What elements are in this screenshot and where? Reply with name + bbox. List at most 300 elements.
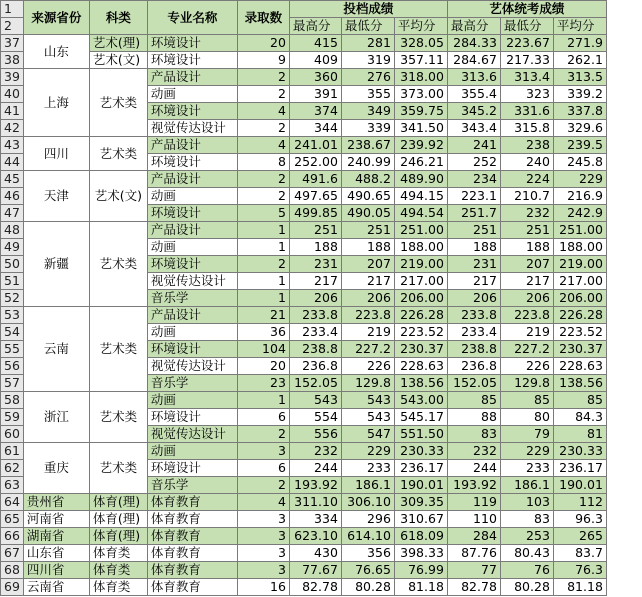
cell-category[interactable]: 艺术类 <box>89 443 147 494</box>
cell-province[interactable]: 四川省 <box>23 562 89 579</box>
cell-yiti-avg[interactable]: 219.00 <box>553 256 606 273</box>
cell-yiti-min[interactable]: 186.1 <box>500 477 553 494</box>
cell-category[interactable]: 体育类 <box>89 562 147 579</box>
cell-yiti-min[interactable]: 226 <box>500 358 553 375</box>
cell-toudang-min[interactable]: 490.65 <box>341 188 394 205</box>
cell-major[interactable]: 环境设计 <box>147 154 237 171</box>
cell-toudang-min[interactable]: 276 <box>341 69 394 86</box>
cell-yiti-avg[interactable]: 228.63 <box>553 358 606 375</box>
cell-admitted[interactable]: 2 <box>237 86 289 103</box>
cell-toudang-avg[interactable]: 251.00 <box>394 222 447 239</box>
cell-yiti-max[interactable]: 82.78 <box>447 579 500 596</box>
cell-toudang-max[interactable]: 543 <box>289 392 341 409</box>
row-number[interactable]: 61 <box>1 443 24 460</box>
cell-toudang-max[interactable]: 77.67 <box>289 562 341 579</box>
cell-toudang-max[interactable]: 334 <box>289 511 341 528</box>
cell-yiti-avg[interactable]: 138.56 <box>553 375 606 392</box>
cell-toudang-min[interactable]: 349 <box>341 103 394 120</box>
cell-admitted[interactable]: 1 <box>237 290 289 307</box>
cell-yiti-avg[interactable]: 239.5 <box>553 137 606 154</box>
cell-yiti-avg[interactable]: 245.8 <box>553 154 606 171</box>
cell-yiti-min[interactable]: 233 <box>500 460 553 477</box>
cell-admitted[interactable]: 2 <box>237 477 289 494</box>
cell-province[interactable]: 浙江 <box>23 392 89 443</box>
cell-yiti-avg[interactable]: 112 <box>553 494 606 511</box>
cell-admitted[interactable]: 2 <box>237 69 289 86</box>
cell-toudang-min[interactable]: 488.2 <box>341 171 394 188</box>
cell-province[interactable]: 云南省 <box>23 579 89 596</box>
cell-toudang-avg[interactable]: 357.11 <box>394 52 447 69</box>
row-number[interactable]: 65 <box>1 511 24 528</box>
cell-major[interactable]: 环境设计 <box>147 103 237 120</box>
cell-toudang-max[interactable]: 231 <box>289 256 341 273</box>
cell-toudang-max[interactable]: 217 <box>289 273 341 290</box>
cell-major[interactable]: 产品设计 <box>147 171 237 188</box>
cell-yiti-max[interactable]: 188 <box>447 239 500 256</box>
row-number[interactable]: 46 <box>1 188 24 205</box>
cell-yiti-min[interactable]: 240 <box>500 154 553 171</box>
cell-toudang-min[interactable]: 238.67 <box>341 137 394 154</box>
cell-yiti-min[interactable]: 313.4 <box>500 69 553 86</box>
cell-toudang-min[interactable]: 188 <box>341 239 394 256</box>
cell-yiti-avg[interactable]: 190.01 <box>553 477 606 494</box>
cell-toudang-avg[interactable]: 217.00 <box>394 273 447 290</box>
cell-yiti-max[interactable]: 223.1 <box>447 188 500 205</box>
cell-major[interactable]: 产品设计 <box>147 307 237 324</box>
row-number[interactable]: 41 <box>1 103 24 120</box>
cell-category[interactable]: 艺术类 <box>89 392 147 443</box>
cell-major[interactable]: 动画 <box>147 188 237 205</box>
cell-toudang-max[interactable]: 497.65 <box>289 188 341 205</box>
cell-province[interactable]: 新疆 <box>23 222 89 307</box>
cell-toudang-avg[interactable]: 494.54 <box>394 205 447 222</box>
cell-toudang-avg[interactable]: 309.35 <box>394 494 447 511</box>
header-category[interactable]: 科类 <box>89 1 147 35</box>
cell-yiti-max[interactable]: 313.6 <box>447 69 500 86</box>
cell-major[interactable]: 体育教育 <box>147 511 237 528</box>
cell-category[interactable]: 体育类 <box>89 579 147 596</box>
cell-toudang-min[interactable]: 233 <box>341 460 394 477</box>
cell-yiti-min[interactable]: 83 <box>500 511 553 528</box>
cell-yiti-max[interactable]: 83 <box>447 426 500 443</box>
cell-yiti-max[interactable]: 88 <box>447 409 500 426</box>
cell-yiti-min[interactable]: 331.6 <box>500 103 553 120</box>
cell-yiti-min[interactable]: 251 <box>500 222 553 239</box>
cell-yiti-avg[interactable]: 230.37 <box>553 341 606 358</box>
header-yiti-min[interactable]: 最低分 <box>500 18 553 35</box>
row-number[interactable]: 37 <box>1 35 24 52</box>
cell-admitted[interactable]: 1 <box>237 222 289 239</box>
cell-yiti-avg[interactable]: 271.9 <box>553 35 606 52</box>
header-toudang-avg[interactable]: 平均分 <box>394 18 447 35</box>
cell-yiti-min[interactable]: 227.2 <box>500 341 553 358</box>
header-toudang-min[interactable]: 最低分 <box>341 18 394 35</box>
cell-toudang-max[interactable]: 252.00 <box>289 154 341 171</box>
cell-toudang-avg[interactable]: 328.05 <box>394 35 447 52</box>
cell-yiti-avg[interactable]: 265 <box>553 528 606 545</box>
cell-yiti-avg[interactable]: 236.17 <box>553 460 606 477</box>
cell-toudang-avg[interactable]: 545.17 <box>394 409 447 426</box>
cell-yiti-max[interactable]: 233.8 <box>447 307 500 324</box>
cell-yiti-max[interactable]: 284 <box>447 528 500 545</box>
cell-yiti-avg[interactable]: 262.1 <box>553 52 606 69</box>
row-number[interactable]: 51 <box>1 273 24 290</box>
cell-toudang-max[interactable]: 311.10 <box>289 494 341 511</box>
cell-province[interactable]: 贵州省 <box>23 494 89 511</box>
cell-major[interactable]: 视觉传达设计 <box>147 358 237 375</box>
cell-toudang-avg[interactable]: 318.00 <box>394 69 447 86</box>
row-number[interactable]: 49 <box>1 239 24 256</box>
cell-yiti-min[interactable]: 253 <box>500 528 553 545</box>
cell-category[interactable]: 体育类 <box>89 545 147 562</box>
cell-major[interactable]: 环境设计 <box>147 460 237 477</box>
cell-yiti-max[interactable]: 284.33 <box>447 35 500 52</box>
cell-toudang-min[interactable]: 240.99 <box>341 154 394 171</box>
cell-major[interactable]: 环境设计 <box>147 52 237 69</box>
cell-major[interactable]: 体育教育 <box>147 528 237 545</box>
row-number[interactable]: 69 <box>1 579 24 596</box>
cell-toudang-max[interactable]: 188 <box>289 239 341 256</box>
cell-major[interactable]: 音乐学 <box>147 375 237 392</box>
cell-yiti-max[interactable]: 87.76 <box>447 545 500 562</box>
cell-major[interactable]: 动画 <box>147 392 237 409</box>
cell-toudang-avg[interactable]: 246.21 <box>394 154 447 171</box>
cell-category[interactable]: 艺术(文) <box>89 171 147 222</box>
cell-toudang-min[interactable]: 129.8 <box>341 375 394 392</box>
cell-admitted[interactable]: 3 <box>237 443 289 460</box>
cell-category[interactable]: 艺术类 <box>89 222 147 307</box>
cell-toudang-max[interactable]: 491.6 <box>289 171 341 188</box>
cell-yiti-avg[interactable]: 337.8 <box>553 103 606 120</box>
cell-major[interactable]: 视觉传达设计 <box>147 120 237 137</box>
cell-category[interactable]: 体育(理) <box>89 511 147 528</box>
row-number[interactable]: 40 <box>1 86 24 103</box>
cell-toudang-max[interactable]: 374 <box>289 103 341 120</box>
cell-yiti-min[interactable]: 80.28 <box>500 579 553 596</box>
cell-yiti-avg[interactable]: 217.00 <box>553 273 606 290</box>
cell-yiti-avg[interactable]: 81.18 <box>553 579 606 596</box>
cell-admitted[interactable]: 2 <box>237 120 289 137</box>
cell-province[interactable]: 湖南省 <box>23 528 89 545</box>
cell-admitted[interactable]: 4 <box>237 103 289 120</box>
cell-admitted[interactable]: 8 <box>237 154 289 171</box>
cell-yiti-avg[interactable]: 83.7 <box>553 545 606 562</box>
cell-toudang-min[interactable]: 355 <box>341 86 394 103</box>
cell-yiti-avg[interactable]: 223.52 <box>553 324 606 341</box>
row-number[interactable]: 54 <box>1 324 24 341</box>
row-number[interactable]: 67 <box>1 545 24 562</box>
cell-province[interactable]: 河南省 <box>23 511 89 528</box>
cell-admitted[interactable]: 6 <box>237 409 289 426</box>
cell-admitted[interactable]: 4 <box>237 137 289 154</box>
cell-major[interactable]: 环境设计 <box>147 205 237 222</box>
cell-major[interactable]: 产品设计 <box>147 137 237 154</box>
row-number[interactable]: 62 <box>1 460 24 477</box>
cell-toudang-max[interactable]: 415 <box>289 35 341 52</box>
cell-yiti-max[interactable]: 238.8 <box>447 341 500 358</box>
cell-toudang-min[interactable]: 543 <box>341 392 394 409</box>
cell-category[interactable]: 体育(理) <box>89 494 147 511</box>
cell-toudang-avg[interactable]: 341.50 <box>394 120 447 137</box>
row-number[interactable]: 50 <box>1 256 24 273</box>
cell-major[interactable]: 产品设计 <box>147 69 237 86</box>
cell-yiti-avg[interactable]: 206.00 <box>553 290 606 307</box>
cell-toudang-max[interactable]: 152.05 <box>289 375 341 392</box>
cell-admitted[interactable]: 2 <box>237 188 289 205</box>
row-number[interactable]: 45 <box>1 171 24 188</box>
row-number[interactable]: 63 <box>1 477 24 494</box>
cell-toudang-min[interactable]: 206 <box>341 290 394 307</box>
cell-yiti-avg[interactable]: 329.6 <box>553 120 606 137</box>
cell-yiti-max[interactable]: 233.4 <box>447 324 500 341</box>
cell-toudang-max[interactable]: 193.92 <box>289 477 341 494</box>
cell-yiti-min[interactable]: 80 <box>500 409 553 426</box>
cell-category[interactable]: 艺术类 <box>89 137 147 171</box>
cell-major[interactable]: 视觉传达设计 <box>147 273 237 290</box>
cell-toudang-max[interactable]: 554 <box>289 409 341 426</box>
cell-yiti-max[interactable]: 251.7 <box>447 205 500 222</box>
cell-admitted[interactable]: 2 <box>237 256 289 273</box>
row-number[interactable]: 60 <box>1 426 24 443</box>
cell-toudang-avg[interactable]: 206.00 <box>394 290 447 307</box>
cell-yiti-avg[interactable]: 226.28 <box>553 307 606 324</box>
cell-province[interactable]: 云南 <box>23 307 89 392</box>
row-number[interactable]: 42 <box>1 120 24 137</box>
cell-toudang-min[interactable]: 207 <box>341 256 394 273</box>
cell-toudang-max[interactable]: 409 <box>289 52 341 69</box>
cell-toudang-avg[interactable]: 190.01 <box>394 477 447 494</box>
cell-major[interactable]: 体育教育 <box>147 545 237 562</box>
header-toudang[interactable]: 投档成绩 <box>289 1 447 18</box>
cell-yiti-max[interactable]: 217 <box>447 273 500 290</box>
row-number[interactable]: 56 <box>1 358 24 375</box>
cell-yiti-avg[interactable]: 96.3 <box>553 511 606 528</box>
cell-yiti-min[interactable]: 85 <box>500 392 553 409</box>
row-number[interactable]: 1 <box>1 1 24 18</box>
cell-major[interactable]: 动画 <box>147 324 237 341</box>
cell-toudang-min[interactable]: 319 <box>341 52 394 69</box>
cell-province[interactable]: 上海 <box>23 69 89 137</box>
cell-yiti-max[interactable]: 252 <box>447 154 500 171</box>
cell-yiti-min[interactable]: 223.8 <box>500 307 553 324</box>
header-yiti-max[interactable]: 最高分 <box>447 18 500 35</box>
row-number[interactable]: 43 <box>1 137 24 154</box>
cell-yiti-max[interactable]: 77 <box>447 562 500 579</box>
cell-yiti-min[interactable]: 80.43 <box>500 545 553 562</box>
cell-yiti-min[interactable]: 219 <box>500 324 553 341</box>
cell-major[interactable]: 体育教育 <box>147 579 237 596</box>
cell-yiti-min[interactable]: 129.8 <box>500 375 553 392</box>
cell-toudang-max[interactable]: 344 <box>289 120 341 137</box>
cell-toudang-avg[interactable]: 618.09 <box>394 528 447 545</box>
cell-toudang-min[interactable]: 543 <box>341 409 394 426</box>
cell-admitted[interactable]: 1 <box>237 239 289 256</box>
cell-major[interactable]: 环境设计 <box>147 409 237 426</box>
cell-yiti-avg[interactable]: 242.9 <box>553 205 606 222</box>
cell-yiti-avg[interactable]: 229 <box>553 171 606 188</box>
cell-category[interactable]: 艺术(理) <box>89 35 147 52</box>
cell-toudang-max[interactable]: 244 <box>289 460 341 477</box>
cell-toudang-min[interactable]: 339 <box>341 120 394 137</box>
cell-toudang-max[interactable]: 232 <box>289 443 341 460</box>
cell-admitted[interactable]: 16 <box>237 579 289 596</box>
cell-toudang-avg[interactable]: 239.92 <box>394 137 447 154</box>
cell-yiti-max[interactable]: 152.05 <box>447 375 500 392</box>
cell-admitted[interactable]: 5 <box>237 205 289 222</box>
cell-toudang-max[interactable]: 391 <box>289 86 341 103</box>
cell-toudang-max[interactable]: 236.8 <box>289 358 341 375</box>
header-admitted[interactable]: 录取数 <box>237 1 289 35</box>
cell-toudang-max[interactable]: 82.78 <box>289 579 341 596</box>
row-number[interactable]: 39 <box>1 69 24 86</box>
row-number[interactable]: 44 <box>1 154 24 171</box>
cell-admitted[interactable]: 36 <box>237 324 289 341</box>
cell-yiti-max[interactable]: 232 <box>447 443 500 460</box>
cell-toudang-min[interactable]: 306.10 <box>341 494 394 511</box>
cell-major[interactable]: 环境设计 <box>147 256 237 273</box>
row-number[interactable]: 66 <box>1 528 24 545</box>
cell-toudang-avg[interactable]: 81.18 <box>394 579 447 596</box>
cell-toudang-min[interactable]: 547 <box>341 426 394 443</box>
cell-major[interactable]: 音乐学 <box>147 477 237 494</box>
cell-province[interactable]: 山东省 <box>23 545 89 562</box>
cell-category[interactable]: 艺术(文) <box>89 52 147 69</box>
row-number[interactable]: 64 <box>1 494 24 511</box>
cell-toudang-avg[interactable]: 76.99 <box>394 562 447 579</box>
cell-admitted[interactable]: 20 <box>237 35 289 52</box>
cell-yiti-min[interactable]: 76 <box>500 562 553 579</box>
cell-toudang-avg[interactable]: 359.75 <box>394 103 447 120</box>
cell-yiti-avg[interactable]: 216.9 <box>553 188 606 205</box>
cell-yiti-min[interactable]: 232 <box>500 205 553 222</box>
cell-yiti-avg[interactable]: 251.00 <box>553 222 606 239</box>
cell-province[interactable]: 山东 <box>23 35 89 69</box>
cell-yiti-max[interactable]: 241 <box>447 137 500 154</box>
cell-toudang-max[interactable]: 206 <box>289 290 341 307</box>
cell-yiti-min[interactable]: 223.67 <box>500 35 553 52</box>
row-number[interactable]: 58 <box>1 392 24 409</box>
header-yiti-avg[interactable]: 平均分 <box>553 18 606 35</box>
cell-toudang-avg[interactable]: 310.67 <box>394 511 447 528</box>
cell-yiti-avg[interactable]: 84.3 <box>553 409 606 426</box>
cell-toudang-avg[interactable]: 188.00 <box>394 239 447 256</box>
cell-toudang-max[interactable]: 556 <box>289 426 341 443</box>
cell-toudang-avg[interactable]: 398.33 <box>394 545 447 562</box>
cell-yiti-max[interactable]: 236.8 <box>447 358 500 375</box>
cell-toudang-min[interactable]: 296 <box>341 511 394 528</box>
cell-admitted[interactable]: 1 <box>237 392 289 409</box>
cell-toudang-avg[interactable]: 489.90 <box>394 171 447 188</box>
header-province[interactable]: 来源省份 <box>23 1 89 35</box>
cell-toudang-max[interactable]: 233.4 <box>289 324 341 341</box>
cell-major[interactable]: 视觉传达设计 <box>147 426 237 443</box>
cell-toudang-max[interactable]: 430 <box>289 545 341 562</box>
cell-toudang-max[interactable]: 499.85 <box>289 205 341 222</box>
cell-toudang-min[interactable]: 251 <box>341 222 394 239</box>
cell-toudang-avg[interactable]: 228.63 <box>394 358 447 375</box>
row-number[interactable]: 52 <box>1 290 24 307</box>
cell-major[interactable]: 环境设计 <box>147 341 237 358</box>
cell-toudang-min[interactable]: 217 <box>341 273 394 290</box>
cell-province[interactable]: 重庆 <box>23 443 89 494</box>
cell-yiti-avg[interactable]: 76.3 <box>553 562 606 579</box>
row-number[interactable]: 68 <box>1 562 24 579</box>
cell-admitted[interactable]: 20 <box>237 358 289 375</box>
cell-category[interactable]: 艺术类 <box>89 69 147 137</box>
cell-major[interactable]: 体育教育 <box>147 494 237 511</box>
cell-toudang-max[interactable]: 233.8 <box>289 307 341 324</box>
cell-yiti-max[interactable]: 251 <box>447 222 500 239</box>
cell-yiti-avg[interactable]: 85 <box>553 392 606 409</box>
cell-yiti-max[interactable]: 244 <box>447 460 500 477</box>
cell-toudang-min[interactable]: 80.28 <box>341 579 394 596</box>
cell-yiti-max[interactable]: 345.2 <box>447 103 500 120</box>
cell-toudang-avg[interactable]: 543.00 <box>394 392 447 409</box>
cell-toudang-min[interactable]: 227.2 <box>341 341 394 358</box>
cell-toudang-max[interactable]: 360 <box>289 69 341 86</box>
cell-admitted[interactable]: 1 <box>237 273 289 290</box>
cell-yiti-avg[interactable]: 230.33 <box>553 443 606 460</box>
header-yiti[interactable]: 艺体统考成绩 <box>447 1 606 18</box>
cell-toudang-avg[interactable]: 138.56 <box>394 375 447 392</box>
cell-admitted[interactable]: 2 <box>237 426 289 443</box>
cell-toudang-min[interactable]: 76.65 <box>341 562 394 579</box>
cell-yiti-min[interactable]: 217.33 <box>500 52 553 69</box>
cell-yiti-min[interactable]: 79 <box>500 426 553 443</box>
cell-yiti-max[interactable]: 110 <box>447 511 500 528</box>
row-number[interactable]: 57 <box>1 375 24 392</box>
cell-province[interactable]: 四川 <box>23 137 89 171</box>
cell-yiti-max[interactable]: 231 <box>447 256 500 273</box>
row-number[interactable]: 48 <box>1 222 24 239</box>
cell-admitted[interactable]: 6 <box>237 460 289 477</box>
cell-admitted[interactable]: 3 <box>237 511 289 528</box>
cell-province[interactable]: 天津 <box>23 171 89 222</box>
cell-toudang-avg[interactable]: 494.15 <box>394 188 447 205</box>
cell-toudang-avg[interactable]: 551.50 <box>394 426 447 443</box>
cell-toudang-avg[interactable]: 219.00 <box>394 256 447 273</box>
cell-yiti-avg[interactable]: 81 <box>553 426 606 443</box>
cell-toudang-max[interactable]: 623.10 <box>289 528 341 545</box>
cell-yiti-min[interactable]: 229 <box>500 443 553 460</box>
row-number[interactable]: 59 <box>1 409 24 426</box>
cell-major[interactable]: 环境设计 <box>147 35 237 52</box>
cell-yiti-avg[interactable]: 339.2 <box>553 86 606 103</box>
cell-admitted[interactable]: 23 <box>237 375 289 392</box>
cell-toudang-min[interactable]: 229 <box>341 443 394 460</box>
cell-admitted[interactable]: 3 <box>237 528 289 545</box>
row-number[interactable]: 2 <box>1 18 24 35</box>
cell-yiti-min[interactable]: 188 <box>500 239 553 256</box>
header-toudang-max[interactable]: 最高分 <box>289 18 341 35</box>
cell-major[interactable]: 动画 <box>147 443 237 460</box>
cell-toudang-avg[interactable]: 223.52 <box>394 324 447 341</box>
cell-toudang-avg[interactable]: 236.17 <box>394 460 447 477</box>
cell-yiti-min[interactable]: 315.8 <box>500 120 553 137</box>
cell-admitted[interactable]: 9 <box>237 52 289 69</box>
cell-yiti-min[interactable]: 238 <box>500 137 553 154</box>
cell-admitted[interactable]: 21 <box>237 307 289 324</box>
cell-yiti-max[interactable]: 85 <box>447 392 500 409</box>
cell-major[interactable]: 产品设计 <box>147 222 237 239</box>
cell-toudang-max[interactable]: 251 <box>289 222 341 239</box>
cell-major[interactable]: 体育教育 <box>147 562 237 579</box>
cell-yiti-max[interactable]: 234 <box>447 171 500 188</box>
cell-yiti-min[interactable]: 323 <box>500 86 553 103</box>
cell-toudang-min[interactable]: 490.05 <box>341 205 394 222</box>
cell-major[interactable]: 音乐学 <box>147 290 237 307</box>
cell-toudang-avg[interactable]: 230.33 <box>394 443 447 460</box>
